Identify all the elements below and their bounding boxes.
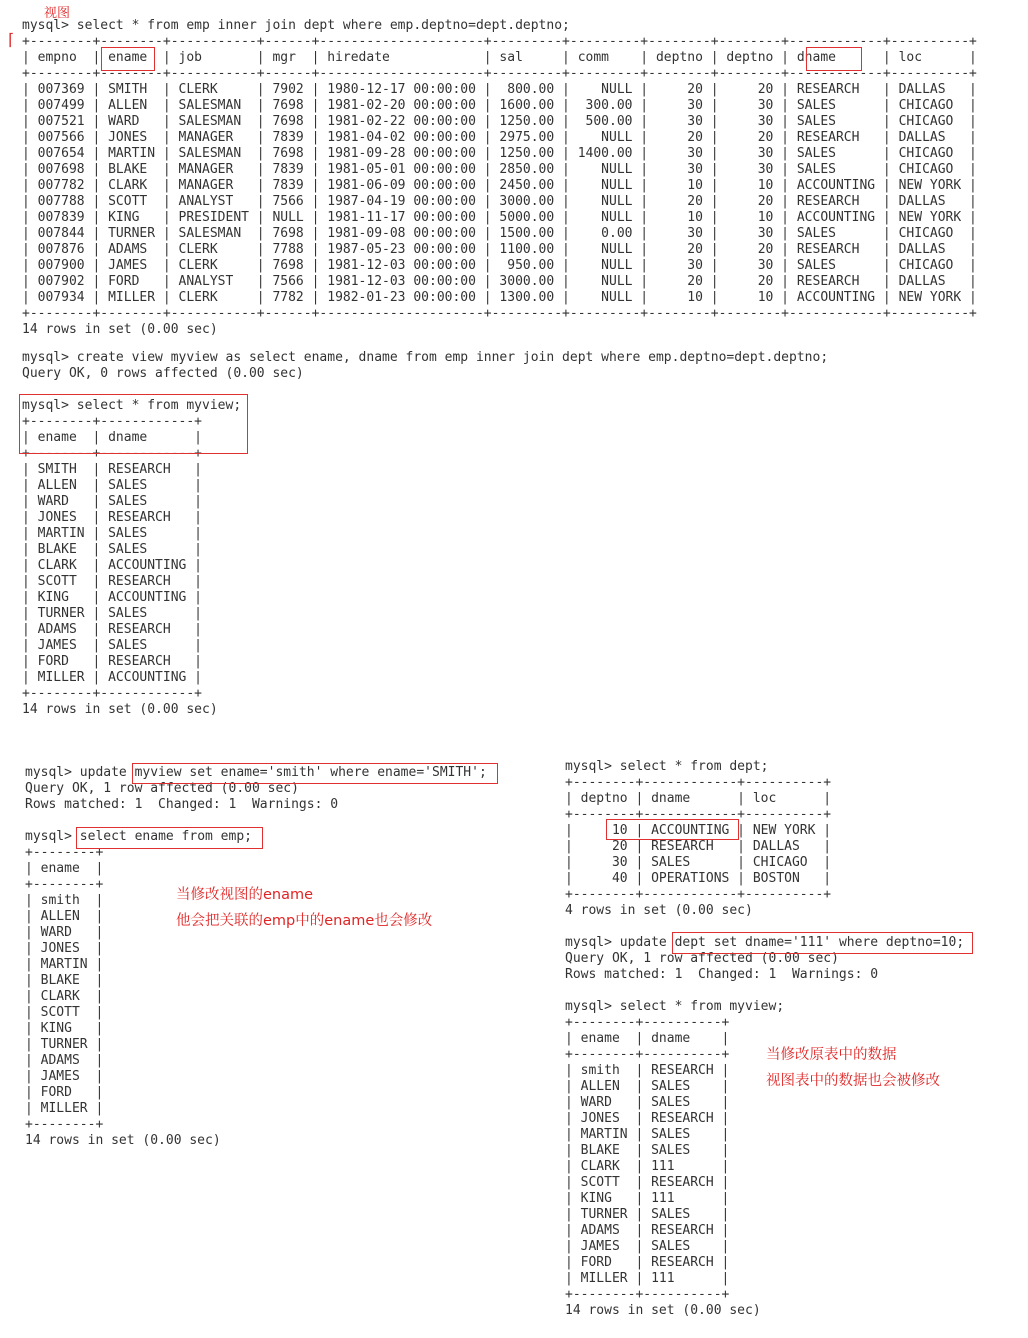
emp-ename-statement: select ename from emp; (79, 829, 252, 844)
table-row: | ALLEN | (25, 909, 104, 924)
table-header-row: | ename | dname | (22, 430, 203, 445)
table-row: | ALLEN | SALES | (22, 478, 203, 493)
table-row: | smith | (25, 893, 104, 908)
highlight-dname-header (806, 47, 862, 71)
note-right-line-1: 当修改原表中的数据 (766, 1047, 897, 1063)
table-row: | 007934 | MILLER | CLERK | 7782 | 1982-01-23 00:00:00 | 1300.00 | NULL | 10 | 10 | ACCOUNTING | NEW YORK | (22, 290, 977, 305)
table-row: | JONES | (25, 941, 104, 956)
table-row: | ADAMS | RESEARCH | (565, 1223, 730, 1238)
table-row: | ADAMS | (25, 1053, 104, 1068)
table-border: +--------+------------+----------+ (565, 775, 832, 790)
table-row: | KING | 111 | (565, 1191, 730, 1206)
emp-ename-prompt: mysql> (25, 829, 80, 844)
table-row: | 007902 | FORD | ANALYST | 7566 | 1981-12-03 00:00:00 | 3000.00 | NULL | 20 | 20 | RESEARCH | DALLAS | (22, 274, 977, 289)
table-row: | 007654 | MARTIN | SALESMAN | 7698 | 1981-09-28 00:00:00 | 1250.00 | 1400.00 | 30 | 30 | SALES | CHICAGO | (22, 146, 977, 161)
table-row: | MARTIN | SALES | (565, 1127, 730, 1142)
table-row: | 007369 | SMITH | CLERK | 7902 | 1980-12-17 00:00:00 | 800.00 | NULL | 20 | 20 | RESEARCH | DALLAS | (22, 82, 977, 97)
table-row: | TURNER | (25, 1037, 104, 1052)
table-row: | SMITH | RESEARCH | (22, 462, 203, 477)
table-border: +--------+--------+-----------+------+---------------------+---------+---------+--------+--------+------------+----------+ (22, 34, 977, 49)
table-row: | BLAKE | SALES | (22, 542, 203, 557)
table-footer: 4 rows in set (0.00 sec) (565, 903, 753, 918)
cursor-mark-icon: ⌈ (8, 30, 15, 49)
table-row: | MILLER | (25, 1101, 104, 1116)
table-footer: 14 rows in set (0.00 sec) (22, 322, 218, 337)
update-dept-prompt: mysql> update (565, 935, 675, 950)
myview-requery-table (565, 1015, 784, 1319)
table-row: | 007782 | CLARK | MANAGER | 7839 | 1981-06-09 00:00:00 | 2450.00 | NULL | 10 | 10 | ACCOUNTING | NEW YORK | (22, 178, 977, 193)
table-border: +--------+------------+----------+ (565, 887, 832, 902)
table-row: | 007844 | TURNER | SALESMAN | 7698 | 1981-09-08 00:00:00 | 1500.00 | 0.00 | 30 | 30 | SALES | CHICAGO | (22, 226, 977, 241)
table-row: | MILLER | 111 | (565, 1271, 730, 1286)
table-border: +--------+------------+ (22, 414, 203, 429)
highlight-update-view-statement (132, 763, 498, 784)
table-row: | WARD | SALES | (565, 1095, 730, 1110)
update-view-rows-matched: Rows matched: 1 Changed: 1 Warnings: 0 (25, 797, 339, 812)
myview-requery-command: mysql> select * from myview; (565, 999, 785, 1014)
create-view-block (22, 350, 828, 382)
table-row: | CLARK | 111 | (565, 1159, 730, 1174)
table-row: | 40 | OPERATIONS | BOSTON | (565, 871, 832, 886)
table-row: | JONES | RESEARCH | (565, 1111, 730, 1126)
note-left-line-1: 当修改视图的ename (176, 887, 314, 903)
table-row: | 007788 | SCOTT | ANALYST | 7566 | 1987-04-19 00:00:00 | 3000.00 | NULL | 20 | 20 | RESEARCH | DALLAS | (22, 194, 977, 209)
update-dept-statement: dept set dname='111' where deptno=10; (674, 935, 965, 950)
note-right-line-2: 视图表中的数据也会被修改 (766, 1073, 940, 1089)
join-query-command: mysql> select * from emp inner join dept where emp.deptno=dept.deptno; (22, 18, 570, 33)
table-row: | TURNER | SALES | (22, 606, 203, 621)
table-border: +--------+--------+-----------+------+---------------------+---------+---------+--------+--------+------------+----------+ (22, 66, 977, 81)
table-row: | MARTIN | (25, 957, 104, 972)
table-row: | smith | RESEARCH | (565, 1063, 730, 1078)
table-row: | MILLER | ACCOUNTING | (22, 670, 203, 685)
table-footer: 14 rows in set (0.00 sec) (25, 1133, 221, 1148)
table-row: | KING | ACCOUNTING | (22, 590, 203, 605)
table-row: | WARD | SALES | (22, 494, 203, 509)
dept-result-table (565, 775, 831, 919)
table-row: | CLARK | ACCOUNTING | (22, 558, 203, 573)
table-border: +--------+ (25, 1117, 104, 1132)
highlight-emp-ename-statement (76, 827, 263, 849)
table-row: | 007499 | ALLEN | SALESMAN | 7698 | 1981-02-20 00:00:00 | 1600.00 | 300.00 | 30 | 30 | SALES | CHICAGO | (22, 98, 977, 113)
table-row: | 20 | RESEARCH | DALLAS | (565, 839, 832, 854)
table-header-row: | deptno | dname | loc | (565, 791, 832, 806)
table-border: +--------+------------+ (22, 686, 203, 701)
table-row: | JAMES | (25, 1069, 104, 1084)
table-border: +--------+----------+ (565, 1015, 730, 1030)
table-header-row: | ename | (25, 861, 104, 876)
table-row: | KING | (25, 1021, 104, 1036)
myview-query-command: mysql> select * from myview; (22, 398, 242, 413)
table-border: +--------+ (25, 877, 104, 892)
create-view-result: Query OK, 0 rows affected (0.00 sec) (22, 366, 304, 381)
join-result-table (22, 34, 977, 338)
table-row: | MARTIN | SALES | (22, 526, 203, 541)
table-row: | SCOTT | RESEARCH | (565, 1175, 730, 1190)
table-row: | TURNER | SALES | (565, 1207, 730, 1222)
update-dept-rows-matched: Rows matched: 1 Changed: 1 Warnings: 0 (565, 967, 879, 982)
table-row: | 007521 | WARD | SALESMAN | 7698 | 1981-02-22 00:00:00 | 1250.00 | 500.00 | 30 | 30 | SALES | CHICAGO | (22, 114, 977, 129)
table-row: | 007566 | JONES | MANAGER | 7839 | 1981-04-02 00:00:00 | 2975.00 | NULL | 20 | 20 | RESEARCH | DALLAS | (22, 130, 977, 145)
table-row: | BLAKE | (25, 973, 104, 988)
table-border: +--------+----------+ (565, 1287, 730, 1302)
dept-query-command: mysql> select * from dept; (565, 759, 769, 774)
table-row: | 007839 | KING | PRESIDENT | NULL | 1981-11-17 00:00:00 | 5000.00 | NULL | 10 | 10 | ACCOUNTING | NEW YORK | (22, 210, 977, 225)
highlight-myview-query (19, 394, 248, 454)
highlight-ename-header (101, 47, 155, 71)
table-row: | FORD | (25, 1085, 104, 1100)
create-view-command: mysql> create view myview as select ename, dname from emp inner join dept where emp.deptno=dept.deptno; (22, 350, 829, 365)
update-view-prompt: mysql> update (25, 765, 135, 780)
table-border: +--------+--------+-----------+------+---------------------+---------+---------+--------+--------+------------+----------+ (22, 306, 977, 321)
table-border: +--------+----------+ (565, 1047, 730, 1062)
table-row: | JAMES | SALES | (22, 638, 203, 653)
table-row: | 10 | ACCOUNTING | NEW YORK | (565, 823, 832, 838)
table-row: | SCOTT | (25, 1005, 104, 1020)
table-header-row: | empno | ename | job | mgr | hiredate | sal | comm | deptno | deptno | dname | loc | (22, 50, 977, 65)
table-row: | FORD | RESEARCH | (565, 1255, 730, 1270)
table-row: | CLARK | (25, 989, 104, 1004)
table-row: | 007900 | JAMES | CLERK | 7698 | 1981-12-03 00:00:00 | 950.00 | NULL | 30 | 30 | SALES | CHICAGO | (22, 258, 977, 273)
table-row: | 007876 | ADAMS | CLERK | 7788 | 1987-05-23 00:00:00 | 1100.00 | NULL | 20 | 20 | RESEARCH | DALLAS | (22, 242, 977, 257)
table-row: | ALLEN | SALES | (565, 1079, 730, 1094)
myview-requery-block (565, 999, 784, 1319)
table-row: | 30 | SALES | CHICAGO | (565, 855, 832, 870)
update-dept-result: Query OK, 1 row affected (0.00 sec) (565, 951, 839, 966)
table-row: | ADAMS | RESEARCH | (22, 622, 203, 637)
note-left-line-2: 他会把关联的emp中的ename也会修改 (176, 913, 433, 929)
table-row: | FORD | RESEARCH | (22, 654, 203, 669)
table-footer: 14 rows in set (0.00 sec) (22, 702, 218, 717)
table-row: | 007698 | BLAKE | MANAGER | 7839 | 1981-05-01 00:00:00 | 2850.00 | NULL | 30 | 30 | SALES | CHICAGO | (22, 162, 977, 177)
table-row: | BLAKE | SALES | (565, 1143, 730, 1158)
table-row: | WARD | (25, 925, 104, 940)
table-row: | JAMES | SALES | (565, 1239, 730, 1254)
myview-result-table (22, 414, 241, 718)
table-border: +--------+------------+ (22, 446, 203, 461)
table-border: +--------+ (25, 845, 104, 860)
section-title: 视图 (44, 6, 71, 21)
table-border: +--------+------------+----------+ (565, 807, 832, 822)
emp-ename-query-block (25, 829, 252, 1149)
table-row: | JONES | RESEARCH | (22, 510, 203, 525)
table-row: | SCOTT | RESEARCH | (22, 574, 203, 589)
update-view-statement: myview set ename='smith' where ename='SMITH'; (134, 765, 487, 780)
highlight-dept-row-10 (606, 819, 739, 840)
table-header-row: | ename | dname | (565, 1031, 730, 1046)
update-view-result: Query OK, 1 row affected (0.00 sec) (25, 781, 299, 796)
highlight-update-dept-statement (672, 932, 973, 954)
table-footer: 14 rows in set (0.00 sec) (565, 1303, 761, 1318)
